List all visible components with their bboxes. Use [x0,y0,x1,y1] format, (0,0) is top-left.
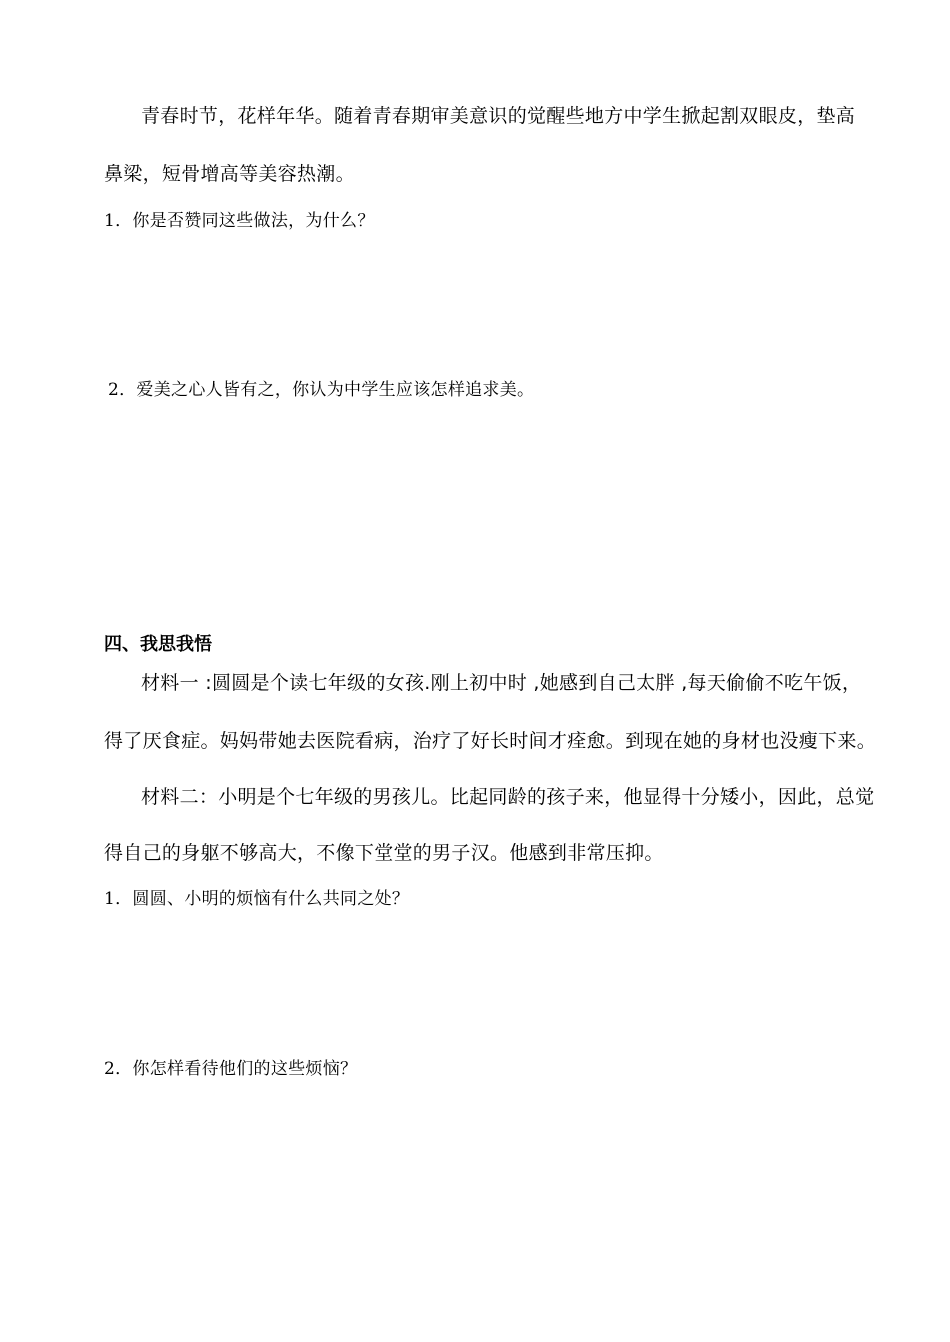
section-heading-reflection: 四、我思我悟 [104,634,212,655]
material-2-line-1: 材料二：小明是个七年级的男孩儿。比起同龄的孩子来，他显得十分矮小，因此，总觉 [141,786,875,808]
question-2-view-worries: 2．你怎样看待他们的这些烦恼？ [104,1059,358,1079]
intro-paragraph-line-2: 鼻梁，短骨增高等美容热潮。 [104,163,355,185]
intro-paragraph-line-1: 青春时节，花样年华。随着青春期审美意识的觉醒些地方中学生掀起割双眼皮，垫高 [141,105,856,127]
material-1-line-2: 得了厌食症。妈妈带她去医院看病，治疗了好长时间才痊愈。到现在她的身材也没瘦下来。 [104,730,877,752]
material-2-line-2: 得自己的身躯不够高大，不像下堂堂的男子汉。他感到非常压抑。 [104,842,664,864]
material-1-line-1: 材料一 :圆圆是个读七年级的女孩.刚上初中时 ,她感到自己太胖 ,每天偷偷不吃午饭， [141,672,862,694]
question-1-agree: 1．你是否赞同这些做法，为什么？ [104,211,375,231]
question-2-pursue-beauty: 2．爱美之心人皆有之，你认为中学生应该怎样追求美。 [108,380,535,400]
question-1-common-worries: 1．圆圆、小明的烦恼有什么共同之处？ [104,889,410,909]
